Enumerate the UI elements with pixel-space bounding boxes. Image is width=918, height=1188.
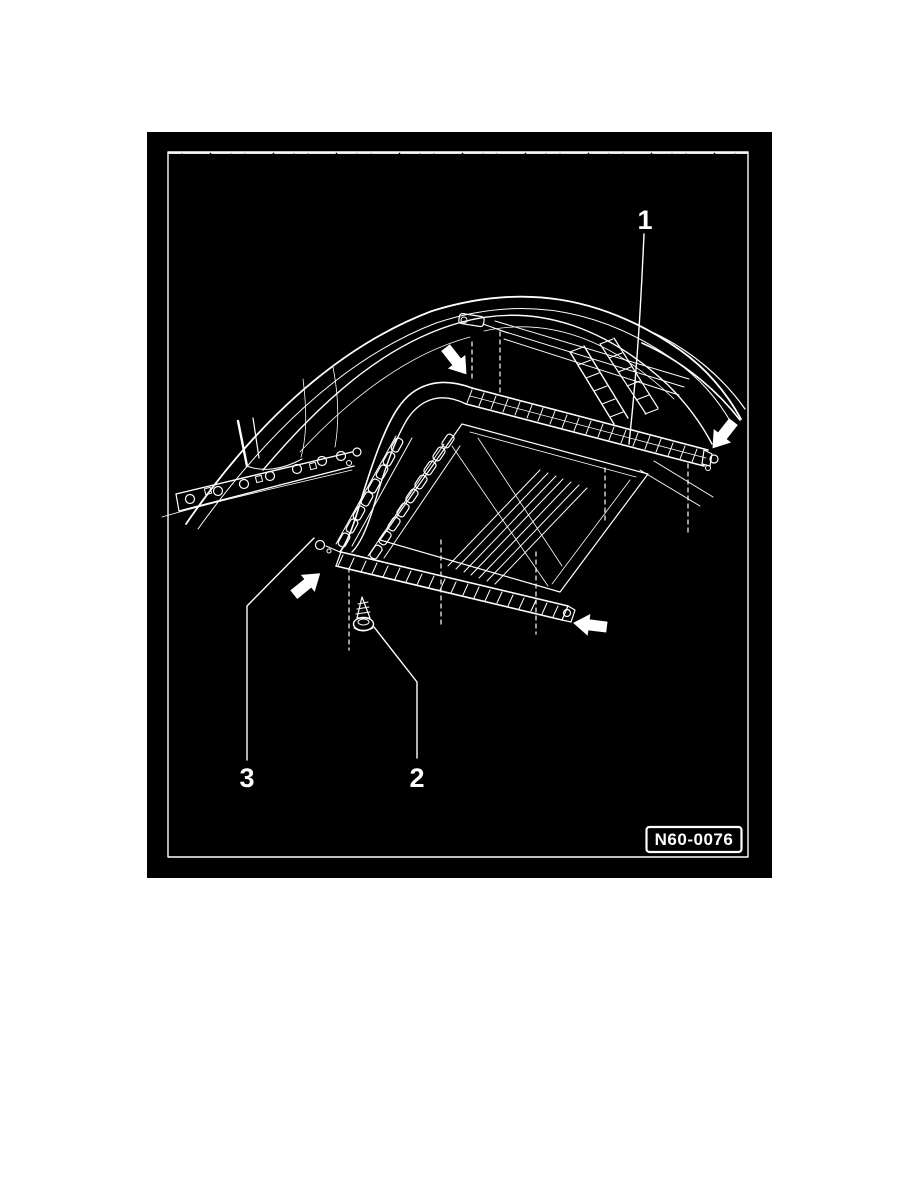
callout-label-1: 1 (637, 205, 653, 235)
callout-label-3: 3 (239, 763, 255, 793)
badge-text: N60-0076 (654, 830, 734, 849)
figure-id-badge (647, 827, 742, 852)
callout-label-2: 2 (409, 763, 425, 793)
